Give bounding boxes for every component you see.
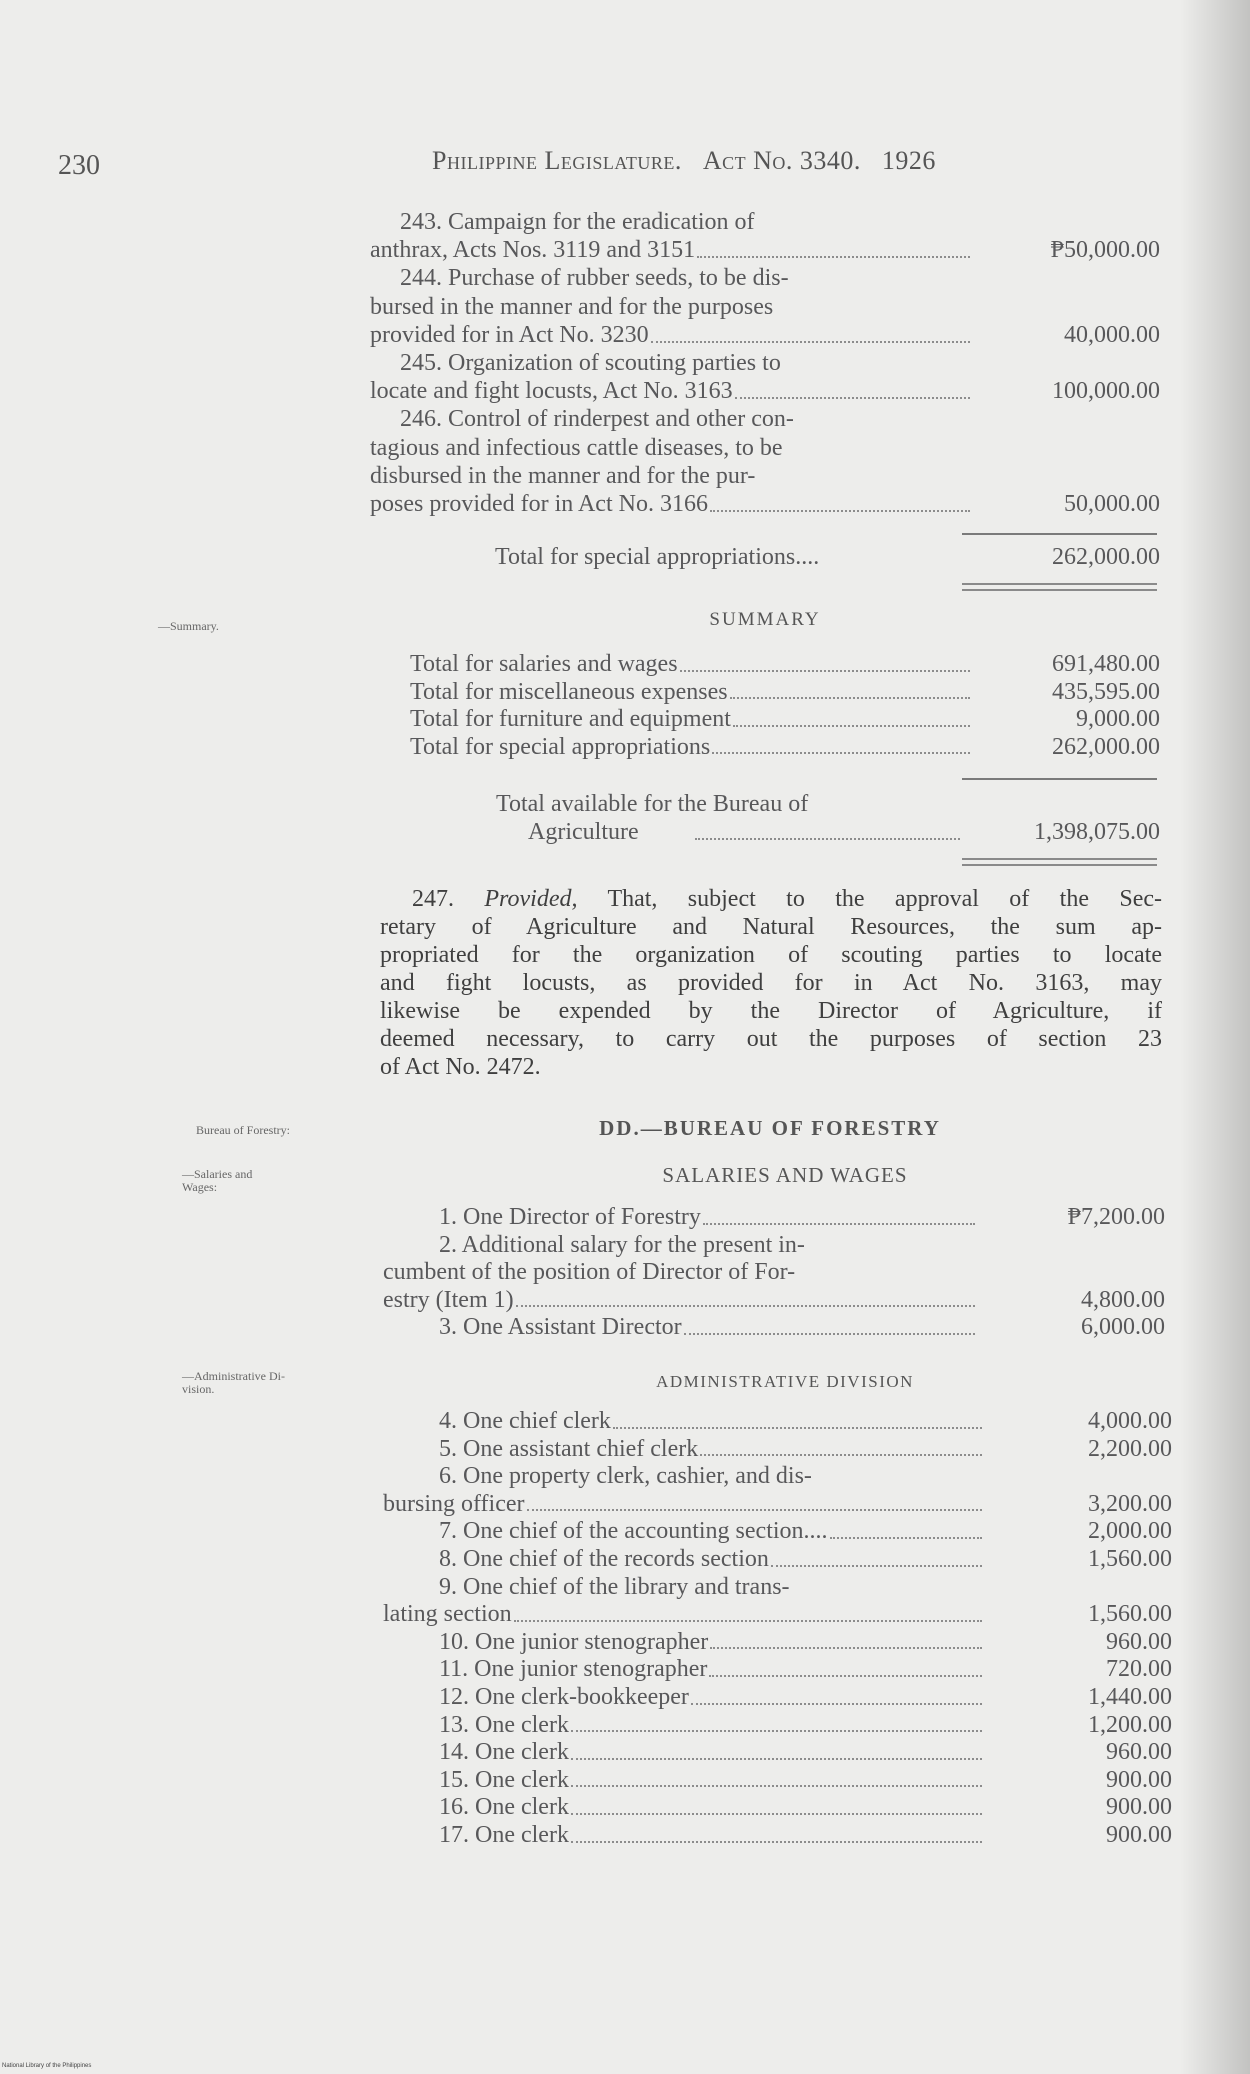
dot-leader — [709, 1675, 982, 1677]
dot-leader — [651, 341, 970, 343]
item-amount: 100,000.00 — [1052, 378, 1160, 405]
item-text: tagious and infectious cattle diseases, to be — [370, 434, 783, 461]
dot-leader — [695, 838, 960, 840]
rule — [962, 533, 1157, 535]
proviso-line: 247. Provided, That, subject to the approval of the Sec- — [412, 886, 1162, 912]
line-item — [370, 405, 1160, 518]
item-text: Total for furniture and equipment — [410, 706, 731, 732]
summary-total-amount: 1,398,075.00 — [1034, 819, 1160, 845]
item-amount: 900.00 — [1106, 1766, 1172, 1793]
item-text: Total for special appropriations — [410, 733, 711, 760]
item-text: 243. Campaign for the eradication of — [400, 209, 755, 235]
item-text: 5. One assistant chief clerk — [439, 1435, 699, 1462]
dot-leader — [571, 1730, 982, 1732]
item-text: estry (Item 1) — [383, 1286, 514, 1313]
summary-total-line-2: Agriculture — [528, 819, 639, 845]
proviso-line: of Act No. 2472. — [380, 1054, 541, 1080]
line-item — [383, 1628, 1172, 1656]
dot-leader — [730, 697, 970, 699]
item-text: 9. One chief of the library and trans- — [439, 1573, 790, 1600]
item-amount: 691,480.00 — [1052, 651, 1160, 677]
dot-leader — [710, 510, 970, 512]
line-item — [383, 1407, 1172, 1435]
salaries-heading: SALARIES AND WAGES — [662, 1163, 908, 1187]
forestry-heading: DD.—BUREAU OF FORESTRY — [599, 1116, 941, 1140]
line-item — [383, 1821, 1172, 1849]
dot-leader — [700, 1454, 982, 1456]
item-amount: 960.00 — [1106, 1739, 1172, 1766]
item-text: 12. One clerk-bookkeeper — [439, 1684, 689, 1710]
item-text: 4. One chief clerk — [439, 1408, 611, 1434]
line-item — [383, 1738, 1172, 1766]
item-amount: 9,000.00 — [1076, 706, 1160, 732]
item-text: 246. Control of rinderpest and other con- — [400, 406, 794, 433]
item-text: provided for in Act No. 3230 — [370, 321, 649, 348]
line-item — [383, 1517, 1172, 1545]
item-text: locate and fight locusts, Act No. 3163 — [370, 378, 733, 405]
line-item — [383, 1313, 1165, 1341]
item-amount: 6,000.00 — [1081, 1314, 1165, 1341]
item-amount: 1,560.00 — [1088, 1601, 1172, 1628]
item-text: 11. One junior stenographer — [439, 1656, 708, 1683]
item-amount: 1,560.00 — [1088, 1546, 1172, 1572]
item-amount: 262,000.00 — [1052, 733, 1160, 760]
running-head-year: 1926 — [881, 146, 936, 175]
proviso-line: and fight locusts, as provided for in Act No. 3163, may — [380, 970, 1162, 996]
dot-leader — [613, 1427, 982, 1429]
line-item — [370, 208, 1160, 264]
proviso-line: retary of Agriculture and Natural Resources, the sum ap- — [380, 914, 1162, 940]
item-text: 6. One property clerk, cashier, and dis- — [439, 1463, 812, 1490]
line-item — [370, 349, 1160, 405]
item-text: Total for salaries and wages — [410, 651, 678, 677]
item-amount: ₱7,200.00 — [1067, 1204, 1165, 1230]
rule — [962, 778, 1157, 780]
item-text: 13. One clerk — [439, 1711, 569, 1738]
item-amount: 4,000.00 — [1088, 1408, 1172, 1434]
admin-heading: ADMINISTRATIVE DIVISION — [656, 1372, 914, 1391]
line-item — [370, 705, 1160, 733]
line-item — [383, 1203, 1165, 1231]
line-item — [383, 1655, 1172, 1683]
item-amount: 720.00 — [1106, 1656, 1172, 1683]
special-total-label: Total for special appropriations.... — [495, 544, 820, 570]
running-head-act: Act No. 3340. — [702, 146, 861, 175]
item-amount: 435,595.00 — [1052, 678, 1160, 705]
item-amount: 2,200.00 — [1088, 1435, 1172, 1462]
item-text: 15. One clerk — [439, 1766, 569, 1793]
item-amount: 3,200.00 — [1088, 1490, 1172, 1517]
line-item — [383, 1545, 1172, 1573]
item-text: poses provided for in Act No. 3166 — [370, 490, 708, 517]
summary-heading: SUMMARY — [709, 609, 821, 630]
dot-leader — [733, 725, 970, 727]
double-rule — [962, 583, 1157, 591]
item-text: 245. Organization of scouting parties to — [400, 350, 781, 376]
proviso-line: deemed necessary, to carry out the purposes of section 23 — [380, 1026, 1162, 1052]
item-text: 1. One Director of Forestry — [439, 1204, 701, 1230]
dot-leader — [571, 1758, 982, 1760]
dot-leader — [571, 1785, 982, 1787]
line-item — [370, 733, 1160, 761]
item-text: anthrax, Acts Nos. 3119 and 3151 — [370, 237, 696, 264]
item-text: cumbent of the position of Director of For- — [383, 1259, 796, 1286]
dot-leader — [771, 1565, 982, 1567]
proviso-line: likewise be expended by the Director of Agriculture, if — [380, 998, 1162, 1024]
proviso-line: propriated for the organization of scouting parties to locate — [380, 942, 1162, 968]
item-amount: 960.00 — [1106, 1628, 1172, 1655]
item-amount: 4,800.00 — [1081, 1286, 1165, 1313]
line-item — [383, 1683, 1172, 1711]
line-item — [383, 1766, 1172, 1794]
item-amount: 1,440.00 — [1088, 1684, 1172, 1710]
dot-leader — [703, 1223, 975, 1225]
dot-leader — [710, 1647, 982, 1649]
item-amount: 40,000.00 — [1064, 321, 1160, 348]
page-gutter-shadow — [1180, 0, 1250, 2074]
summary-total-line-1: Total available for the Bureau of — [496, 791, 809, 817]
item-amount: 1,200.00 — [1088, 1711, 1172, 1738]
line-item — [370, 678, 1160, 706]
dot-leader — [691, 1703, 982, 1705]
line-item — [383, 1462, 1172, 1517]
dot-leader — [516, 1305, 975, 1307]
dot-leader — [514, 1620, 982, 1622]
line-item — [370, 264, 1160, 349]
item-text: 17. One clerk — [439, 1822, 569, 1848]
line-item — [383, 1435, 1172, 1463]
line-item — [370, 650, 1160, 678]
item-text: 10. One junior stenographer — [439, 1628, 709, 1655]
item-text: 14. One clerk — [439, 1739, 569, 1766]
item-text: 3. One Assistant Director — [439, 1314, 682, 1341]
item-text: 16. One clerk — [439, 1794, 569, 1821]
dot-leader — [697, 256, 970, 258]
item-text: 2. Additional salary for the present in- — [439, 1231, 805, 1258]
proviso-paragraph — [380, 885, 1162, 1081]
dot-leader — [684, 1333, 975, 1335]
line-item — [383, 1573, 1172, 1628]
margin-note-admin: —Administrative Di- vision. — [182, 1369, 285, 1396]
item-amount: 2,000.00 — [1088, 1518, 1172, 1545]
margin-note-salaries: —Salaries and Wages: — [182, 1167, 253, 1194]
item-amount: ₱50,000.00 — [1050, 237, 1160, 264]
item-text: 7. One chief of the accounting section.... — [439, 1518, 828, 1545]
item-text: disbursed in the manner and for the pur- — [370, 462, 756, 489]
special-total-amount: 262,000.00 — [1052, 544, 1160, 570]
dot-leader — [830, 1537, 982, 1539]
item-text: bursed in the manner and for the purposes — [370, 293, 774, 320]
running-head-title: Philippine Legislature. — [432, 146, 682, 175]
line-item — [383, 1231, 1165, 1314]
dot-leader — [680, 670, 970, 672]
item-amount: 900.00 — [1106, 1794, 1172, 1821]
margin-note-bureau-forestry: Bureau of Forestry: — [196, 1123, 290, 1137]
item-amount: 900.00 — [1106, 1822, 1172, 1848]
dot-leader — [527, 1509, 982, 1511]
item-text: 8. One chief of the records section — [439, 1546, 769, 1572]
item-text: Total for miscellaneous expenses — [410, 678, 728, 705]
line-item — [383, 1793, 1172, 1821]
dot-leader — [712, 752, 970, 754]
double-rule — [962, 858, 1157, 866]
summary-total-row — [370, 790, 1160, 846]
dot-leader — [735, 397, 970, 399]
item-amount: 50,000.00 — [1064, 490, 1160, 517]
item-text: lating section — [383, 1601, 512, 1628]
page-number: 230 — [58, 150, 100, 181]
footer-credit: National Library of the Philippines — [2, 2063, 92, 2069]
margin-note-summary: —Summary. — [158, 619, 219, 633]
dot-leader — [571, 1813, 982, 1815]
special-total-row — [370, 543, 1160, 571]
running-head — [432, 146, 936, 176]
dot-leader — [571, 1841, 982, 1843]
item-text: 244. Purchase of rubber seeds, to be dis- — [400, 265, 789, 292]
line-item — [383, 1711, 1172, 1739]
item-text: bursing officer — [383, 1490, 525, 1517]
